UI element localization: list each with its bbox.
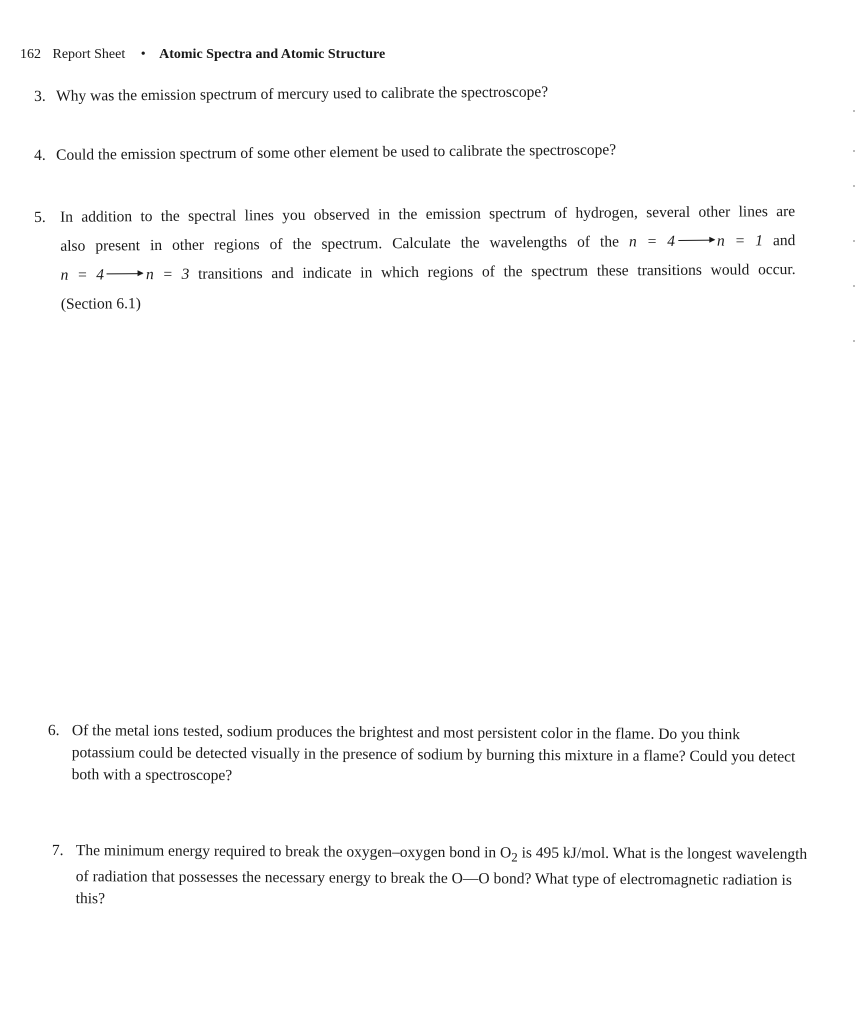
scan-mark — [853, 285, 855, 287]
transition-from: n = 4 — [628, 232, 676, 251]
question-7 — [51, 840, 822, 908]
question-fragment: O bond? What type of electromagnetic radiation is this? — [75, 870, 792, 908]
header-bullet: • — [140, 47, 146, 62]
conjunction: and — [772, 232, 796, 250]
section-title: Atomic Spectra and Atomic Structure — [159, 47, 386, 62]
scan-mark — [853, 110, 855, 112]
scan-mark — [853, 150, 855, 152]
question-4 — [34, 134, 794, 164]
scan-mark — [853, 240, 855, 242]
right-arrow-icon — [678, 240, 714, 241]
transition-to: n = 1 — [716, 232, 763, 250]
page-header — [20, 47, 385, 63]
question-number: 4. — [34, 146, 46, 164]
bond-dash: — — [462, 870, 479, 888]
sheet-label: Report Sheet — [52, 47, 126, 62]
question-6 — [47, 720, 818, 785]
question-line — [60, 255, 795, 290]
question-fragment: also present in other regions of the spectrum. Calculate the wavelengths of the — [60, 233, 620, 255]
question-number: 7. — [51, 842, 64, 860]
question-text: Could the emission spectrum of some other element be used to calibrate the spectroscope? — [56, 141, 617, 164]
subscript: 2 — [511, 849, 518, 865]
question-fragment: The minimum energy required to break the oxygen–oxygen bond in O — [75, 842, 512, 862]
section-reference: (Section 6.1) — [60, 295, 141, 313]
scan-mark — [853, 185, 855, 187]
question-3 — [34, 75, 794, 105]
right-arrow-icon — [107, 274, 143, 275]
question-5 — [34, 197, 804, 313]
question-line: In addition to the spectral lines you observed in the emission spectrum of hydrogen, several other lines are — [60, 203, 796, 226]
question-number: 5. — [34, 208, 46, 226]
question-number: 3. — [34, 87, 46, 105]
question-text: Why was the emission spectrum of mercury used to calibrate the spectroscope? — [56, 83, 549, 105]
question-number: 6. — [47, 721, 60, 740]
scan-mark — [853, 340, 855, 342]
question-fragment: is 495 kJ/mol. What is the longest wavelength of radiation that possesses the necessary energy to break the O — [75, 844, 808, 888]
question-text — [60, 197, 796, 319]
question-fragment: transitions and indicate in which regions of the spectrum these transitions would occur. — [198, 261, 796, 283]
question-text: Of the metal ions tested, sodium produces the brightest and most persistent color in the flame. Do you think potassium could be detected visually in the presence of sodium by burning this mixture in a flame? Could you detect both with a spectroscope? — [71, 722, 796, 785]
page-number: 162 — [20, 47, 41, 62]
transition-to: n = 3 — [145, 265, 190, 284]
question-text — [76, 840, 811, 914]
transition-from: n = 4 — [60, 266, 105, 284]
